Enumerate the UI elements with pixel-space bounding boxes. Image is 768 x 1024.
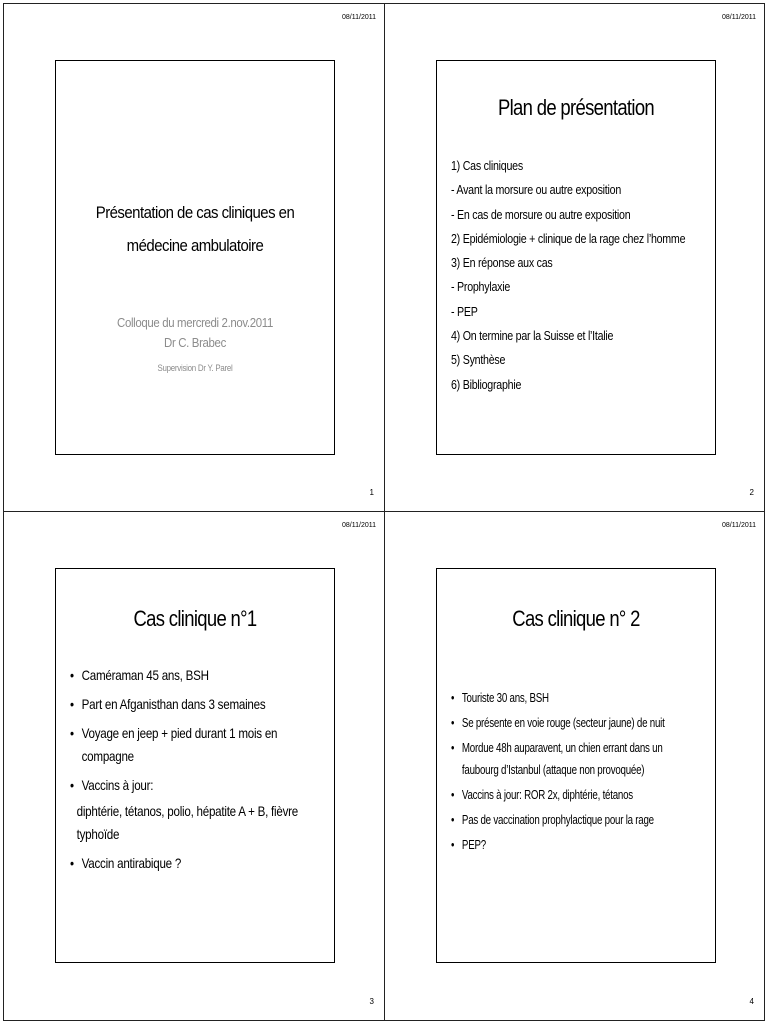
subtitle-line: Colloque du mercredi 2.nov.2011 (117, 315, 273, 330)
page-number: 1 (369, 488, 374, 497)
bullet-continuation: diphtérie, tétanos, polio, hépatite A + B, fièvre typhoïde (76, 803, 298, 842)
outline-item: - Avant la morsure ou autre exposition (451, 182, 622, 198)
outline-item: 6) Bibliographie (451, 376, 522, 392)
slide-title: Plan de présentation (497, 95, 655, 120)
bullet-item: • Se présente en voie rouge (secteur jaune) de nuit (451, 712, 693, 734)
bullet-item: • PEP? (451, 834, 693, 856)
bullet-item: • Vaccin antirabique ? (70, 852, 319, 875)
outline-item: - PEP (451, 303, 478, 319)
bullet-list (70, 664, 319, 881)
handout-cell-4 (384, 511, 765, 1021)
slide-2 (436, 60, 716, 455)
subtitle-line: Dr C. Brabec (164, 335, 226, 350)
outline-list (451, 154, 686, 397)
outline-item: 1) Cas cliniques (451, 158, 523, 173)
outline-item: 5) Synthèse (451, 352, 506, 368)
bullet-item: • Vaccins à jour: (70, 774, 319, 797)
slide-title: Cas clinique n° 2 (512, 606, 640, 631)
slide-title (81, 196, 308, 262)
outline-item: - En cas de morsure ou autre exposition (451, 206, 631, 222)
slide-date: 08/11/2011 (722, 522, 756, 529)
outline-item: - Prophylaxie (451, 279, 511, 295)
slide-1 (55, 60, 335, 455)
bullet-item: • Pas de vaccination prophylactique pour la rage (451, 809, 693, 831)
title-line: médecine ambulatoire (126, 236, 264, 255)
bullet-item: • Caméraman 45 ans, BSH (70, 664, 319, 687)
page-number: 2 (749, 488, 754, 497)
handout-cell-2 (384, 3, 765, 512)
bullet-item: • Mordue 48h auparavent, un chien errant dans un faubourg d’Istanbul (attaque non provoquée) (451, 737, 693, 781)
slide-date: 08/11/2011 (722, 14, 756, 21)
slide-subtitle (81, 313, 308, 353)
supervision-line: Supervision Dr Y. Parel (157, 363, 233, 373)
slide-4 (436, 568, 716, 963)
bullet-list (451, 687, 693, 859)
slide-date: 08/11/2011 (342, 14, 376, 21)
slide-title: Cas clinique n°1 (133, 606, 257, 631)
handout-cell-1 (3, 3, 385, 512)
slide-3 (55, 568, 335, 963)
outline-item: 4) On termine par la Suisse et l’Italie (451, 328, 614, 344)
bullet-item: • Vaccins à jour: ROR 2x, diphtérie, tétanos (451, 784, 693, 806)
title-line: Présentation de cas cliniques en (95, 203, 295, 222)
bullet-item: • Voyage en jeep + pied durant 1 mois en compagne (70, 722, 319, 768)
handout-cell-3 (3, 511, 385, 1021)
outline-item: 3) En réponse aux cas (451, 255, 553, 271)
slide-date: 08/11/2011 (342, 522, 376, 529)
bullet-item: • Part en Afganisthan dans 3 semaines (70, 693, 319, 716)
bullet-item: • Touriste 30 ans, BSH (451, 687, 693, 709)
page-number: 3 (369, 997, 374, 1006)
outline-item: 2) Epidémiologie + clinique de la rage chez l’homme (451, 230, 686, 246)
page-number: 4 (749, 997, 754, 1006)
